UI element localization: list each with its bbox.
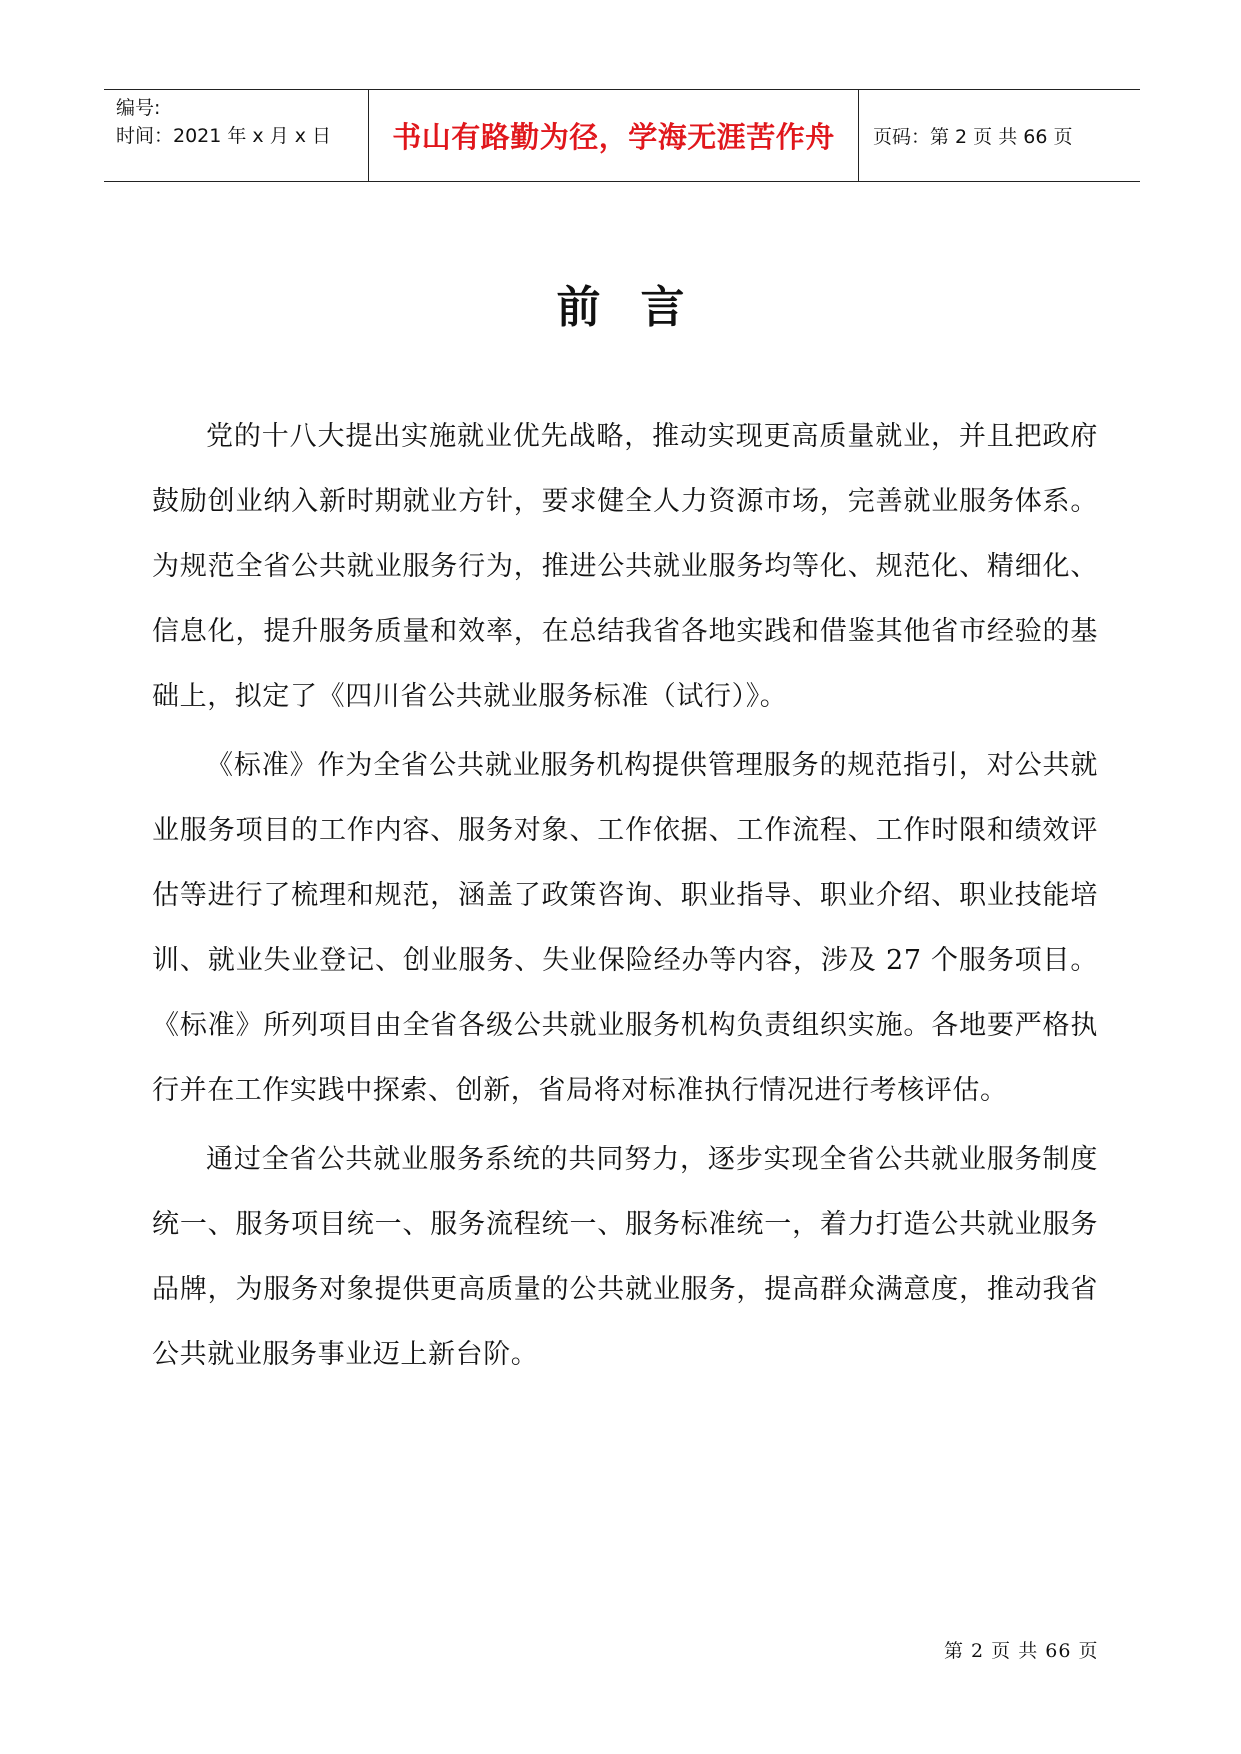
document-body [152,404,1098,1387]
document-time-label: 时间：2021 年 x 月 x 日 [116,125,332,147]
header-meta [104,90,369,181]
document-number-label: 编号: [116,97,161,119]
paragraph-3: 通过全省公共就业服务系统的共同努力，逐步实现全省公共就业服务制度统一、服务项目统一、服务流程统一、服务标准统一，着力打造公共就业服务品牌，为服务对象提供更高质量的公共就业服务，提高群众满意度，推动我省公共就业服务事业迈上新台阶。 [152,1144,1098,1370]
header-page-code: 页码：第 2 页 共 66 页 [873,126,1073,148]
page-title: 前言 [556,282,725,333]
document-header [104,89,1140,182]
header-motto: 书山有路勤为径，学海无涯苦作舟 [369,90,859,181]
page-footer: 第 2 页 共 66 页 [944,1640,1099,1662]
paragraph-1: 党的十八大提出实施就业优先战略，推动实现更高质量就业，并且把政府鼓励创业纳入新时期就业方针，要求健全人力资源市场，完善就业服务体系。为规范全省公共就业服务行为，推进公共就业服务均等化、规范化、精细化、信息化，提升服务质量和效率，在总结我省各地实践和借鉴其他省市经验的基础上，拟定了《四川省公共就业服务标准（试行）》。 [152,421,1098,712]
paragraph-2: 《标准》作为全省公共就业服务机构提供管理服务的规范指引，对公共就业服务项目的工作内容、服务对象、工作依据、工作流程、工作时限和绩效评估等进行了梳理和规范，涵盖了政策咨询、职业指导、职业介绍、职业技能培训、就业失业登记、创业服务、失业保险经办等内容，涉及 27 个服务项目。《标准》所列项目由全省各级公共就业服务机构负责组织实施。各地要严格执行并在工作实践中探索、创新，省局将对标准执行情况进行考核评估。 [152,750,1098,1106]
